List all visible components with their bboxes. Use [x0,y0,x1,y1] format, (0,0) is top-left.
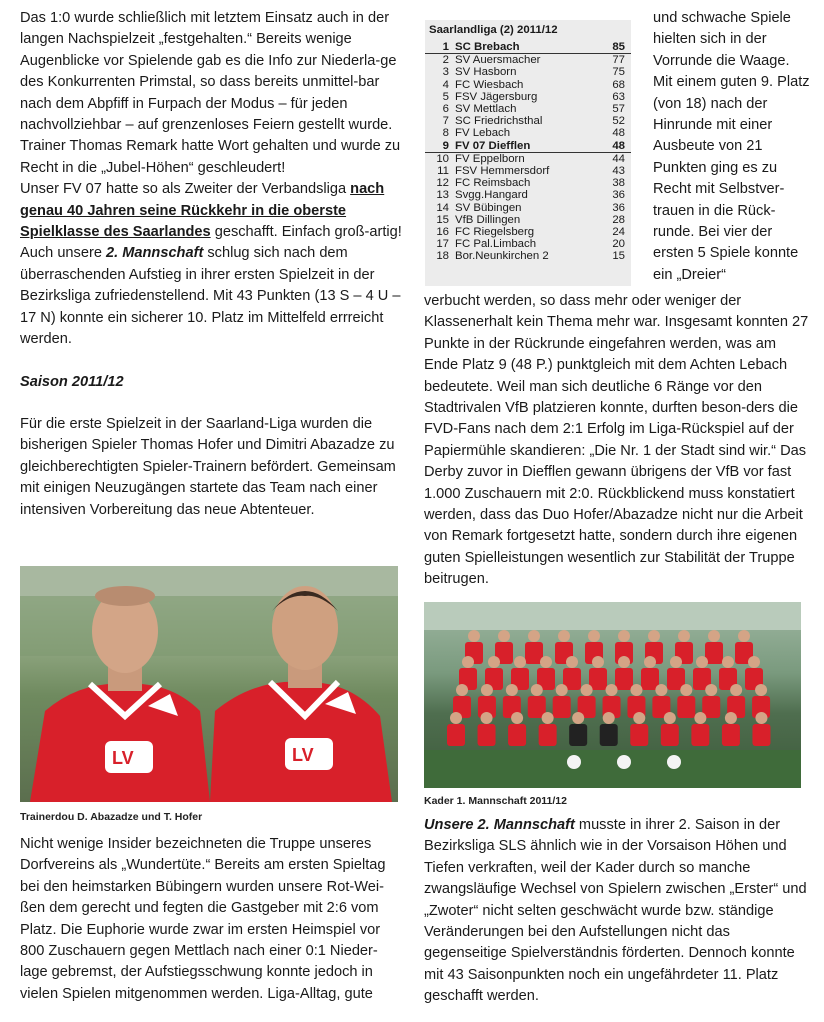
right-column-bottom [424,815,809,1008]
league-rank-cell: 8 [442,127,449,140]
league-team-cell: SV Mettlach [455,103,517,116]
league-rank-cell: 15 [436,213,449,226]
league-table-row [425,79,631,91]
league-team-cell: VfB Dillingen [455,213,521,226]
league-rank-cell: 10 [436,152,449,165]
team-photo [424,602,801,788]
league-table-row [425,214,631,226]
league-team-cell: FC Wiesbach [455,78,524,91]
league-points-cell: 44 [612,152,625,165]
left-column [20,8,402,521]
league-team-cell: SV Auersmacher [455,54,541,67]
league-points-cell: 75 [612,66,625,79]
team-player-figure [705,630,723,664]
league-points-cell: 38 [612,177,625,190]
league-rank-cell: 18 [436,250,449,263]
league-points-cell: 28 [612,213,625,226]
league-points-cell: 36 [612,201,625,214]
league-table-row [425,238,631,250]
league-table-row [425,202,631,214]
league-rank-cell: 17 [436,238,449,251]
league-rank-cell: 12 [436,177,449,190]
left-column-bottom [20,834,402,1005]
league-points-cell: 52 [612,115,625,128]
coaches-photo-caption: Trainerdou D. Abazadze und T. Hofer [20,811,203,823]
league-table-row [425,103,631,115]
league-team-cell: FC Riegelsberg [455,226,535,239]
ball-icon [617,755,631,769]
team-player-figure [525,630,543,664]
league-points-cell: 48 [612,127,625,140]
paragraph-second-team: Auch unsere 2. Mannschaft schlug sich nach dem überraschenden Aufstieg in ihrer ersten Spielzeit in der Bezirksliga zufriedenstellend. Mit 43 Punkten (13 S – 4 U – 17 N) konnte ein sicherer 10. Platz im Mittelfeld errreicht werden. [20,245,401,348]
league-points-cell: 57 [612,103,625,116]
league-table-row [425,250,631,262]
league-team-cell: SV Hasborn [455,66,517,79]
league-team-cell: FV Eppelborn [455,152,525,165]
league-team-cell: FV 07 Diefflen [455,140,595,153]
league-team-cell: SV Bübingen [455,201,522,214]
paragraph-wundertuete: Nicht wenige Insider bezeichneten die Truppe unseres Dorfvereins als „Wundertüte.“ Bereits am ersten Spieltag bei den heimstarken Bübingern wurden unsere Rot-Wei-ßen dem gerecht und fegten die Gastgeber mit 2:6 vom Platz. Die Euphorie wurde zwar im ersten Heimspiel vor 800 Zuschauern gegen Mettlach nach einer 0:1 Nieder-lage gebremst, der Aufstiegsschwung konnte jedoch in vielen Spielen mitgenommen werden. Liga-Alltag, gute [20,836,386,1002]
league-points-cell: 15 [612,250,625,263]
league-team-cell: SC Friedrichsthal [455,115,543,128]
league-rank-cell: 2 [442,54,449,67]
league-table-row [425,91,631,103]
league-team-cell: FV Lebach [455,127,511,140]
league-team-cell: Bor.Neunkirchen 2 [455,250,549,263]
second-team-heading: Unsere 2. Mannschaft [424,817,575,833]
league-points-cell: 48 [595,140,631,153]
league-table-row [425,165,631,177]
league-table-row [425,189,631,201]
league-team-cell: SC Brebach [455,41,595,54]
second-team-highlight: 2. Mannschaft [106,245,204,262]
right-column-top [653,8,813,286]
paragraph-promotion: Unser FV 07 hatte so als Zweiter der Verbandsliga nach genau 40 Jahren seine Rückkehr in die oberste Spielklasse des Saarlandes geschafft. Einfach groß-artig! [20,181,402,241]
league-table-row [425,152,631,165]
league-points-cell: 36 [612,189,625,202]
league-table-row [425,41,631,54]
league-points-cell: 77 [612,54,625,67]
svg-text:LV: LV [292,745,314,765]
league-table-row [425,127,631,139]
league-table-row [425,115,631,127]
league-table-title: Saarlandliga (2) 2011/12 [429,24,558,36]
paragraph-celebration: Das 1:0 wurde schließlich mit letztem Einsatz auch in der langen Nachspielzeit „festgehalten.“ Bereits wenige Augenblicke vor Spielende gab es die Info zur Niederla-ge des Konkurrenten Primstal, so dass bereits unmittel-bar nach dem Abpfiff in Furpach der Modus – für jeden nachvollziehbar – auf grenzenloses Feiern gestellt wurde. Trainer Thomas Remark hatte Wort gehalten und wurde zu Recht in die „Jubel-Höhen“ geschleudert! [20,10,401,176]
league-table-box [425,20,631,286]
right-column-middle [424,291,809,591]
league-rank-cell: 6 [442,103,449,116]
paragraph-second-team-season: Unsere 2. Mannschaft musste in ihrer 2. Saison in der Bezirksliga SLS ähnlich wie in der Vorsaison Höhen und Tiefen verkraften, weil der Kader durch so manche zwangsläufige Wechsel von Spielern zwischen „Erster“ und „Zwoter“ nicht selten geschwächt wurde bzw. ständige Veränderungen bei den Aufstellungen nicht das gegenseitige Spielverständnis förderten. Dennoch konnte mit 43 Saisonpunkten noch ein ungefährdeter 11. Platz geschafft werden. [424,817,807,1005]
coaches-photo-illustration [20,566,398,802]
section-heading: Saison 2011/12 [20,373,124,390]
league-points-cell: 43 [612,165,625,178]
league-rank-cell: 5 [442,90,449,103]
ball-icon [667,755,681,769]
league-team-cell: FC Pal.Limbach [455,238,537,251]
league-rank-cell: 13 [436,189,449,202]
ball-icon [567,755,581,769]
league-points-cell: 85 [595,41,631,54]
league-rank-cell: 3 [442,66,449,79]
league-points-cell: 24 [612,226,625,239]
league-rank-cell: 7 [442,115,449,128]
league-team-cell: FSV Hemmersdorf [455,165,550,178]
league-points-cell: 63 [612,90,625,103]
league-rank-cell: 1 [425,41,455,54]
team-photo-illustration [424,602,801,788]
league-rank-cell: 11 [437,165,449,178]
team-photo-caption: Kader 1. Mannschaft 2011/12 [424,795,567,807]
promotion-highlight: nach genau 40 Jahren seine Rückkehr in die oberste Spielklasse des Saarlandes [20,181,385,241]
league-team-cell: FSV Jägersburg [455,90,538,103]
paragraph-season-start: Für die erste Spielzeit in der Saarland-Liga wurden die bisherigen Spieler Thomas Hofer und Dimitri Abazadze zu gleichberechtigten Spieler-Trainern befördert. Gemeinsam mit einigen Neuzugängen startete das Team nach einer intensiven Vorbereitung das neue Abtenteuer. [20,415,396,518]
league-points-cell: 20 [612,238,625,251]
league-points-cell: 68 [612,78,625,91]
league-rank-cell: 16 [436,226,449,239]
paragraph-second-half: verbucht werden, so dass mehr oder weniger der Klassenerhalt kein Thema mehr war. Insgesamt konnten 27 Punkte in der Rückrunde eingefahren werden, was am Ende Platz 9 (48 P.) punktgleich mit dem Achten Lebach bedeutete. Weil man sich deutliche 6 Ränge vor den Stadtrivalen VfB platzieren konnte, durften beson-ders die FVD-Fans nach dem 2:1 Erfolg im Liga-Rückspiel auf der Papiermühle skandieren: „Die Nr. 1 der Stadt sind wir.“ Das Derby zuvor in Diefflen gewann übrigens der VfB vor fast 1.000 Zuschauern mit 2:0. Rückblickend muss konstatiert werden, dass das Duo Hofer/Abazadze nicht nur die Arbeit von Remark fortgesetzt hatte, sondern durch ihre eigenen guten Spielleistungen wesentlich zur Stabilität der Truppe beitrugen. [424,293,809,588]
league-team-cell: FC Reimsbach [455,177,531,190]
league-table-row [425,66,631,78]
league-table-row [425,226,631,238]
league-table-row [425,140,631,153]
svg-text:LV: LV [112,748,134,768]
league-rank-cell: 4 [442,78,449,91]
paragraph-first-half: und schwache Spiele hielten sich in der Vorrunde die Waage. Mit einem guten 9. Platz (von 18) nach der Hinrunde mit einer Ausbeute von 21 Punkten ging es zu Recht mit Selbstver-trauen in die Rück-runde. Bei vier der ersten 5 Spiele konnte ein „Dreier“ [653,10,810,283]
league-rank-cell: 9 [425,140,455,153]
league-table-row [425,54,631,67]
league-rank-cell: 14 [436,201,449,214]
coaches-photo [20,566,398,802]
league-table [425,41,631,263]
league-table-row [425,177,631,189]
league-team-cell: Svgg.Hangard [455,189,528,202]
